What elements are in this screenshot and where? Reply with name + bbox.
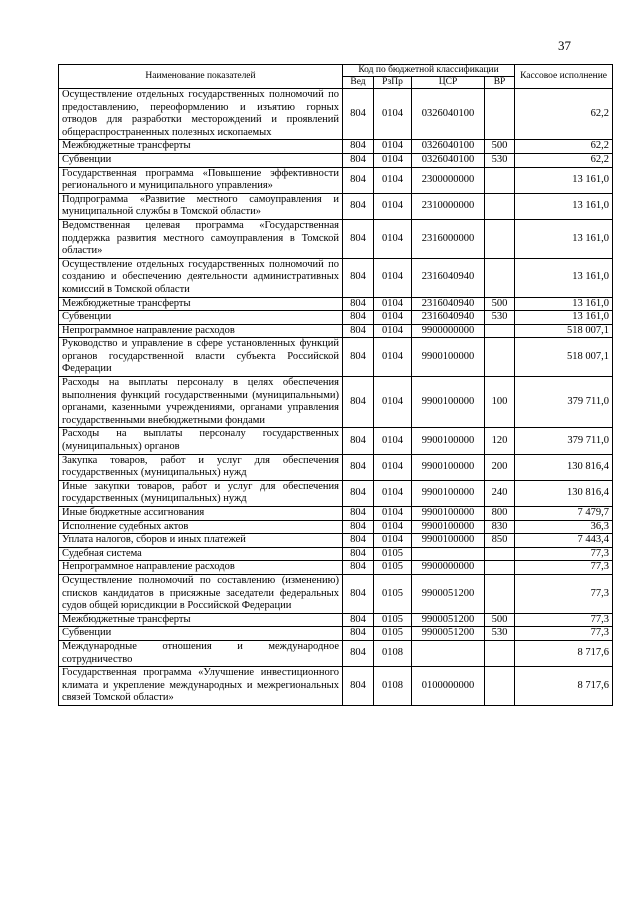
row-name: Закупка товаров, работ и услуг для обеспечения государственных (муниципальных) нужд [59,454,343,480]
row-ved: 804 [343,377,374,428]
row-rzpr: 0104 [374,89,412,140]
header-code-group: Код по бюджетной классификации [343,65,515,77]
table-row [59,613,613,627]
row-vr: 500 [485,140,515,154]
table-row [59,627,613,641]
row-ved: 804 [343,338,374,377]
row-csr: 9900051200 [412,627,485,641]
row-amount: 77,3 [515,627,613,641]
header-rzpr: РзПр [374,77,412,89]
row-name: Непрограммное направление расходов [59,324,343,338]
row-csr: 9900100000 [412,520,485,534]
header-ved: Вед [343,77,374,89]
row-rzpr: 0104 [374,219,412,258]
header-csr: ЦСР [412,77,485,89]
row-rzpr: 0104 [374,167,412,193]
row-rzpr: 0104 [374,258,412,297]
row-amount: 7 443,4 [515,534,613,548]
row-csr: 9900100000 [412,428,485,454]
row-rzpr: 0104 [374,507,412,521]
row-amount: 379 711,0 [515,428,613,454]
row-rzpr: 0105 [374,574,412,613]
row-vr [485,219,515,258]
row-vr: 500 [485,297,515,311]
table-row [59,311,613,325]
row-rzpr: 0104 [374,520,412,534]
row-vr [485,547,515,561]
row-name: Межбюджетные трансферты [59,297,343,311]
budget-execution-table [58,64,613,706]
row-ved: 804 [343,561,374,575]
row-rzpr: 0108 [374,667,412,706]
row-csr: 2316040940 [412,258,485,297]
row-ved: 804 [343,480,374,506]
row-vr: 500 [485,613,515,627]
row-name: Ведомственная целевая программа «Государственная поддержка развития местного самоуправления в Томской области» [59,219,343,258]
row-amount: 7 479,7 [515,507,613,521]
row-csr: 9900100000 [412,338,485,377]
row-ved: 804 [343,140,374,154]
row-amount: 36,3 [515,520,613,534]
row-amount: 13 161,0 [515,258,613,297]
row-ved: 804 [343,547,374,561]
table-row [59,153,613,167]
row-ved: 804 [343,324,374,338]
table-row [59,547,613,561]
row-ved: 804 [343,219,374,258]
row-csr: 2316000000 [412,219,485,258]
row-amount: 13 161,0 [515,297,613,311]
row-rzpr: 0105 [374,627,412,641]
row-rzpr: 0104 [374,338,412,377]
table-body [59,89,613,706]
row-vr [485,324,515,338]
row-rzpr: 0104 [374,377,412,428]
row-vr: 830 [485,520,515,534]
row-vr [485,167,515,193]
row-ved: 804 [343,258,374,297]
table-row [59,480,613,506]
row-vr: 120 [485,428,515,454]
table-row [59,534,613,548]
table-row [59,561,613,575]
table-row [59,89,613,140]
header-vr: ВР [485,77,515,89]
row-ved: 804 [343,520,374,534]
row-amount: 13 161,0 [515,219,613,258]
row-vr: 850 [485,534,515,548]
row-ved: 804 [343,534,374,548]
row-csr: 9900000000 [412,561,485,575]
row-name: Подпрограмма «Развитие местного самоуправления и муниципальной службы в Томской области» [59,193,343,219]
row-vr: 800 [485,507,515,521]
row-csr: 0100000000 [412,667,485,706]
row-name: Расходы на выплаты персоналу в целях обеспечения выполнения функций государственными (муниципальными) органами, казенными учреждениями, органами управления государственными внебюджетными фондами [59,377,343,428]
row-amount: 62,2 [515,89,613,140]
row-ved: 804 [343,167,374,193]
row-ved: 804 [343,507,374,521]
row-amount: 8 717,6 [515,640,613,666]
row-amount: 62,2 [515,153,613,167]
row-csr: 0326040100 [412,140,485,154]
row-csr: 9900100000 [412,534,485,548]
table-header-row [59,65,613,77]
row-vr [485,338,515,377]
row-ved: 804 [343,428,374,454]
row-rzpr: 0104 [374,324,412,338]
row-amount: 518 007,1 [515,338,613,377]
row-rzpr: 0104 [374,454,412,480]
row-name: Межбюджетные трансферты [59,140,343,154]
header-name: Наименование показателей [59,65,343,89]
row-csr [412,547,485,561]
row-csr: 0326040100 [412,153,485,167]
row-csr: 9900100000 [412,507,485,521]
row-amount: 77,3 [515,613,613,627]
row-ved: 804 [343,153,374,167]
row-rzpr: 0104 [374,480,412,506]
row-vr [485,193,515,219]
row-rzpr: 0104 [374,193,412,219]
row-rzpr: 0104 [374,140,412,154]
row-vr: 100 [485,377,515,428]
row-vr [485,258,515,297]
row-vr: 530 [485,627,515,641]
row-csr: 9900100000 [412,480,485,506]
row-name: Субвенции [59,153,343,167]
row-ved: 804 [343,297,374,311]
row-csr: 2316040940 [412,311,485,325]
row-name: Субвенции [59,627,343,641]
row-rzpr: 0105 [374,561,412,575]
row-name: Исполнение судебных актов [59,520,343,534]
row-csr: 0326040100 [412,89,485,140]
row-csr: 2300000000 [412,167,485,193]
row-ved: 804 [343,311,374,325]
row-name: Государственная программа «Улучшение инвестиционного климата и укрепление международных и межрегиональных связей Томской области» [59,667,343,706]
table-row [59,193,613,219]
row-vr [485,640,515,666]
table-row [59,377,613,428]
row-vr [485,561,515,575]
row-amount: 130 816,4 [515,454,613,480]
row-ved: 804 [343,89,374,140]
row-vr: 240 [485,480,515,506]
row-csr: 9900000000 [412,324,485,338]
row-ved: 804 [343,613,374,627]
row-csr: 9900100000 [412,454,485,480]
row-csr: 2316040940 [412,297,485,311]
table-row [59,140,613,154]
row-rzpr: 0105 [374,613,412,627]
table-row [59,338,613,377]
row-amount: 13 161,0 [515,167,613,193]
row-name: Судебная система [59,547,343,561]
row-ved: 804 [343,574,374,613]
row-amount: 379 711,0 [515,377,613,428]
row-amount: 77,3 [515,574,613,613]
table-row [59,574,613,613]
table-row [59,640,613,666]
row-rzpr: 0105 [374,547,412,561]
row-csr: 9900051200 [412,613,485,627]
row-vr [485,89,515,140]
row-name: Межбюджетные трансферты [59,613,343,627]
row-rzpr: 0104 [374,311,412,325]
row-rzpr: 0104 [374,297,412,311]
row-name: Расходы на выплаты персоналу государственных (муниципальных) органов [59,428,343,454]
row-ved: 804 [343,193,374,219]
row-amount: 62,2 [515,140,613,154]
table-row [59,520,613,534]
row-ved: 804 [343,667,374,706]
row-name: Осуществление полномочий по составлению (изменению) списков кандидатов в присяжные заседатели федеральных судов общей юрисдикции в Российской Федерации [59,574,343,613]
table-row [59,219,613,258]
table-row [59,297,613,311]
row-vr: 530 [485,153,515,167]
table-row [59,428,613,454]
row-vr: 530 [485,311,515,325]
row-amount: 518 007,1 [515,324,613,338]
row-rzpr: 0104 [374,534,412,548]
row-ved: 804 [343,640,374,666]
row-csr: 9900051200 [412,574,485,613]
row-amount: 8 717,6 [515,667,613,706]
row-csr: 2310000000 [412,193,485,219]
row-name: Иные закупки товаров, работ и услуг для обеспечения государственных (муниципальных) нужд [59,480,343,506]
row-ved: 804 [343,627,374,641]
row-vr [485,574,515,613]
row-name: Субвенции [59,311,343,325]
row-csr: 9900100000 [412,377,485,428]
row-amount: 130 816,4 [515,480,613,506]
row-name: Иные бюджетные ассигнования [59,507,343,521]
row-amount: 77,3 [515,561,613,575]
row-vr: 200 [485,454,515,480]
row-name: Государственная программа «Повышение эффективности регионального и муниципального управления» [59,167,343,193]
row-vr [485,667,515,706]
table-row [59,667,613,706]
row-name: Осуществление отдельных государственных полномочий по созданию и обеспечению деятельности административных комиссий в Томской области [59,258,343,297]
row-amount: 13 161,0 [515,311,613,325]
row-rzpr: 0104 [374,428,412,454]
table-row [59,454,613,480]
row-name: Международные отношения и международное сотрудничество [59,640,343,666]
row-csr [412,640,485,666]
row-rzpr: 0108 [374,640,412,666]
row-name: Осуществление отдельных государственных полномочий по предоставлению, переоформлению и изъятию горных отводов для разработки месторождений и проявлений общераспространенных полезных ископаемых [59,89,343,140]
page-number: 37 [558,38,571,53]
table-row [59,258,613,297]
row-name: Непрограммное направление расходов [59,561,343,575]
header-amount: Кассовое исполнение [515,65,613,89]
table-row [59,324,613,338]
table-row [59,507,613,521]
row-name: Руководство и управление в сфере установленных функций органов государственной власти субъекта Российской Федерации [59,338,343,377]
table-row [59,167,613,193]
row-amount: 13 161,0 [515,193,613,219]
row-amount: 77,3 [515,547,613,561]
row-rzpr: 0104 [374,153,412,167]
row-name: Уплата налогов, сборов и иных платежей [59,534,343,548]
row-ved: 804 [343,454,374,480]
